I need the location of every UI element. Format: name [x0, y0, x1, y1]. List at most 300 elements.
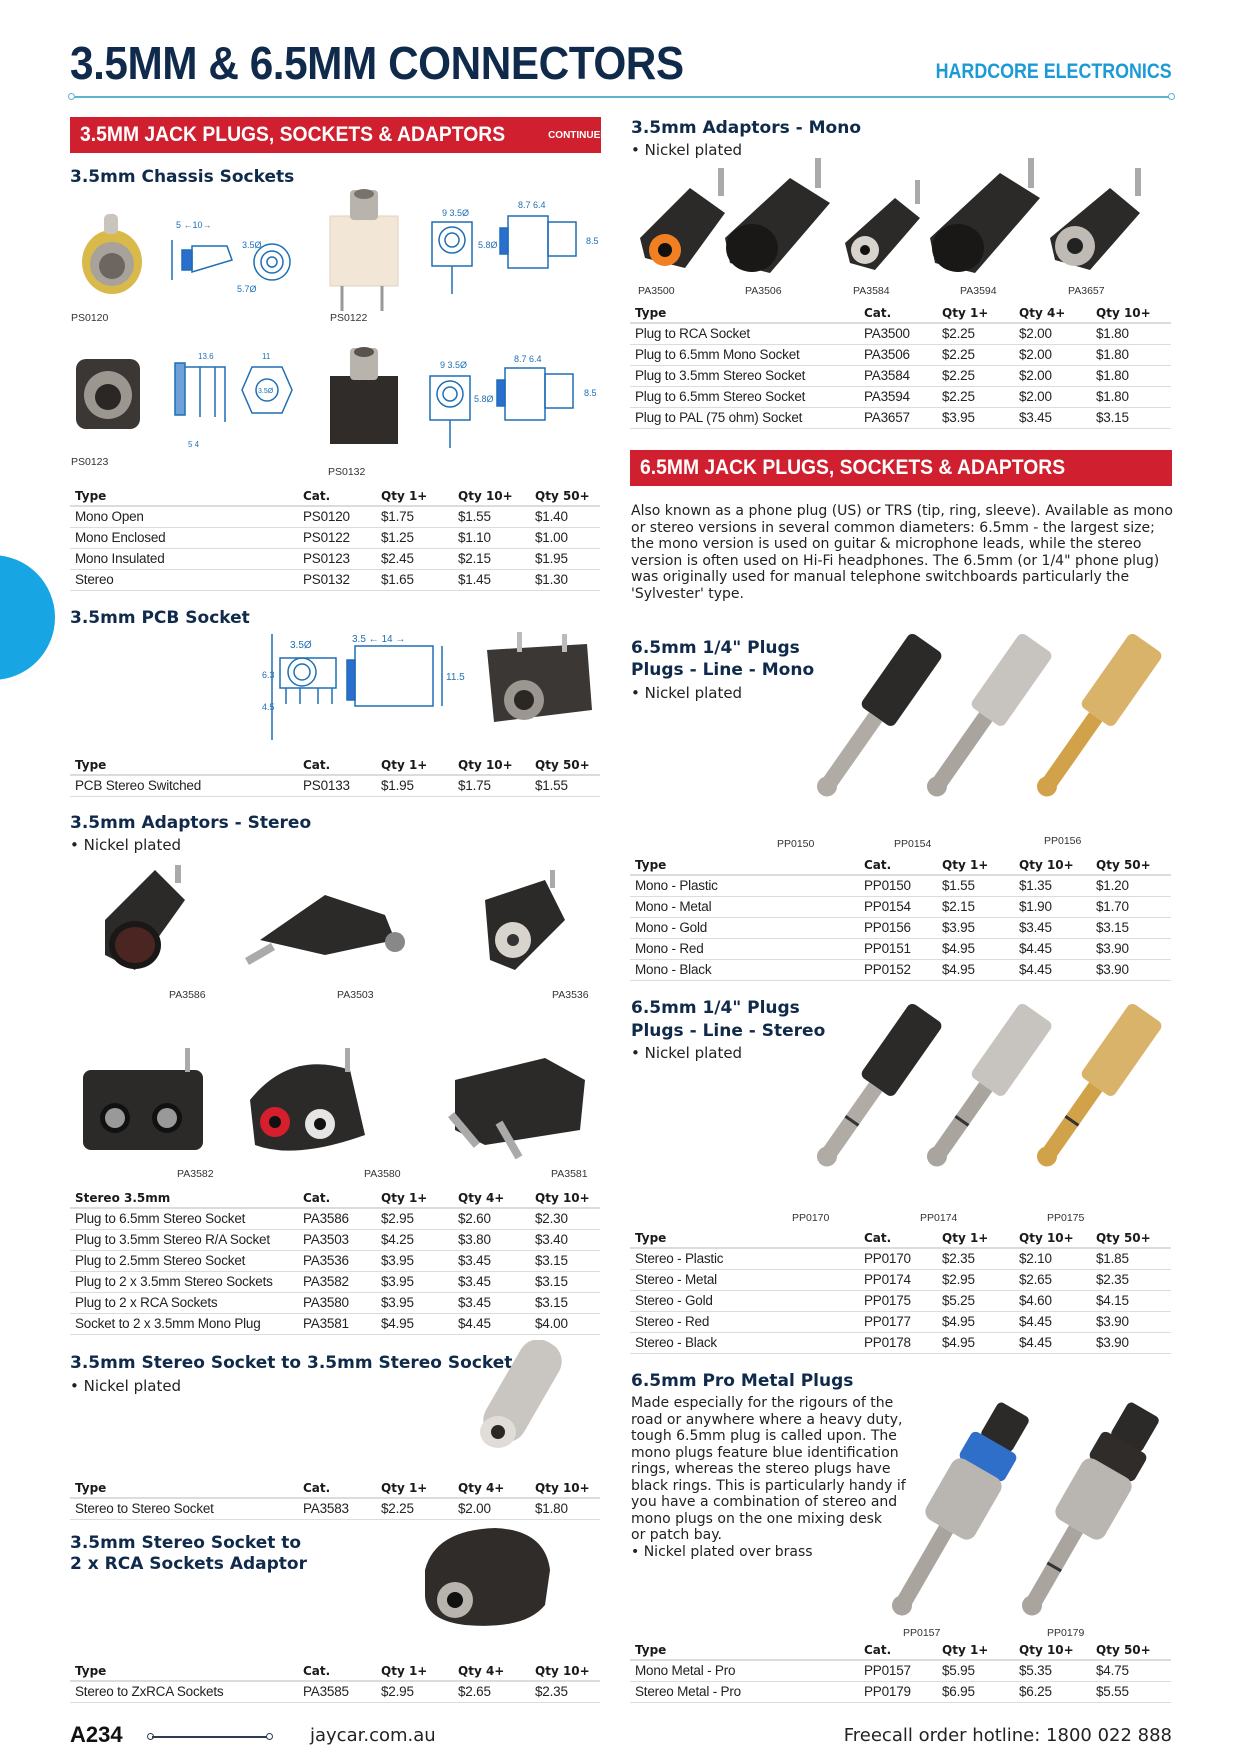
cell-price: $1.85: [1091, 1248, 1171, 1269]
cell-price: $4.45: [1014, 1332, 1091, 1353]
mono-adaptors-image: [630, 158, 1175, 278]
cell-price: $1.45: [453, 569, 530, 590]
cell-price: $1.10: [453, 527, 530, 548]
col-qty2: Qty 10+: [453, 755, 530, 775]
cell-price: $5.25: [937, 1290, 1014, 1311]
table-header-row: [630, 303, 1171, 323]
table-row: [630, 938, 1171, 959]
cell-price: $2.15: [937, 896, 1014, 917]
col-qty2: Qty 10+: [1014, 1640, 1091, 1660]
ps0120-product-image: [72, 210, 292, 300]
svg-text:9 3.5Ø: 9 3.5Ø: [440, 360, 468, 370]
cell-price: $6.95: [937, 1681, 1014, 1702]
header-rule: [72, 96, 1172, 98]
cell-price: $2.95: [376, 1208, 453, 1229]
col-type: Type: [630, 303, 859, 323]
pcb-socket-table: [70, 755, 600, 797]
cell-price: $4.45: [1014, 959, 1091, 980]
table-row: [70, 1681, 600, 1702]
cell-price: $4.45: [1014, 938, 1091, 959]
cell-price: $1.00: [530, 527, 600, 548]
table-row: [70, 527, 600, 548]
table-row: [630, 1332, 1171, 1353]
cell-price: $2.00: [1014, 365, 1091, 386]
stereo-adaptors-row1-image: [95, 860, 595, 995]
table-header-row: [630, 1228, 1171, 1248]
table-row: [630, 407, 1171, 428]
cell-price: $1.30: [530, 569, 600, 590]
cell-type: Mono Metal - Pro: [630, 1660, 859, 1681]
pro-plugs-description: [631, 1395, 911, 1560]
col-qty2: Qty 4+: [1014, 303, 1091, 323]
cell-cat: PA3506: [859, 344, 937, 365]
cell-price: $1.80: [1091, 386, 1171, 407]
bullet-nickel-brass: • Nickel plated over brass: [631, 1543, 813, 1560]
cell-cat: PP0174: [859, 1269, 937, 1290]
col-type: Type: [70, 1661, 298, 1681]
stereo-plugs-image: [780, 995, 1180, 1205]
cell-price: $3.45: [453, 1271, 530, 1292]
cell-price: $1.20: [1091, 875, 1171, 896]
cell-type: Plug to 6.5mm Mono Socket: [630, 344, 859, 365]
cell-cat: PP0156: [859, 917, 937, 938]
cell-price: $1.40: [530, 506, 600, 527]
cell-cat: PP0150: [859, 875, 937, 896]
cell-type: Stereo - Gold: [630, 1290, 859, 1311]
pa3583-product-image: [470, 1340, 580, 1455]
cell-type: Stereo Metal - Pro: [630, 1681, 859, 1702]
heading-socket-to-rca-line1: 3.5mm Stereo Socket to: [70, 1533, 302, 1553]
cell-price: $1.35: [1014, 875, 1091, 896]
image-code: PA3582: [177, 1168, 214, 1180]
table-row: [70, 548, 600, 569]
cell-price: $3.45: [1014, 917, 1091, 938]
cell-price: $3.95: [937, 407, 1014, 428]
cell-cat: PS0123: [298, 548, 376, 569]
cell-type: Stereo to Stereo Socket: [70, 1498, 298, 1519]
image-code: PA3657: [1068, 285, 1105, 297]
image-code: PS0120: [71, 312, 109, 324]
col-qty1: Qty 1+: [937, 855, 1014, 875]
cell-cat: PA3584: [859, 365, 937, 386]
socket-to-rca-table: [70, 1661, 600, 1703]
col-qty1: Qty 1+: [937, 303, 1014, 323]
table-header-row: [70, 486, 600, 506]
cell-price: $2.65: [453, 1681, 530, 1702]
cell-price: $1.80: [530, 1498, 600, 1519]
cell-type: Socket to 2 x 3.5mm Mono Plug: [70, 1313, 298, 1334]
image-code: PS0123: [71, 456, 109, 468]
cell-price: $1.75: [453, 775, 530, 796]
col-qty1: Qty 1+: [937, 1228, 1014, 1248]
cell-price: $3.40: [530, 1229, 600, 1250]
cell-price: $5.95: [937, 1660, 1014, 1681]
svg-text:8.7 6.4: 8.7 6.4: [518, 200, 546, 210]
cell-price: $1.25: [376, 527, 453, 548]
footer-rule-dot: [266, 1733, 273, 1740]
cell-price: $2.25: [937, 323, 1014, 344]
rule-end-dot: [1168, 93, 1175, 100]
cell-cat: PS0133: [298, 775, 376, 796]
svg-text:5.8Ø: 5.8Ø: [478, 240, 498, 250]
ps0123-product-image: [70, 345, 320, 455]
table-header-row: [630, 855, 1171, 875]
ps0122-product-image: [322, 186, 612, 316]
cell-price: $3.15: [1091, 407, 1171, 428]
cell-price: $3.80: [453, 1229, 530, 1250]
col-qty2: Qty 10+: [1014, 1228, 1091, 1248]
cell-price: $4.45: [1014, 1311, 1091, 1332]
cell-price: $1.55: [530, 775, 600, 796]
table-row: [70, 1229, 600, 1250]
table-row: [70, 1498, 600, 1519]
cell-price: $2.00: [1014, 323, 1091, 344]
heading-adaptors-stereo: 3.5mm Adaptors - Stereo: [70, 813, 312, 833]
image-code: PP0174: [920, 1212, 958, 1224]
col-qty2: Qty 10+: [1014, 855, 1091, 875]
page-title: 3.5MM & 6.5MM CONNECTORS: [70, 37, 684, 89]
svg-text:8.5: 8.5: [584, 388, 597, 398]
cell-price: $1.95: [530, 548, 600, 569]
description-line: Made especially for the rigours of the: [631, 1395, 894, 1411]
cell-price: $3.15: [1091, 917, 1171, 938]
section-bar-65mm: [630, 450, 1172, 486]
table-row: [630, 1660, 1171, 1681]
intro-paragraph: Also known as a phone plug (US) or TRS (tip, ring, sleeve). Available as mono or stereo versions in several common diameters: 6.5mm - the largest size; the mono version is used on guitar & microphone leads, while the stereo version is often used on Hi-Fi headphones. The 6.5mm (or 1/4" phone plug) was originally used for manual telephone switchboards particularly the 'Sylvester' type.: [631, 503, 1173, 602]
col-type: Type: [70, 486, 298, 506]
cell-type: Mono Open: [70, 506, 298, 527]
cell-price: $2.35: [1091, 1269, 1171, 1290]
mono-plugs-image: [780, 625, 1180, 835]
description-line: mono plugs on the one mixing desk: [631, 1510, 883, 1527]
cell-type: Stereo to ZxRCA Sockets: [70, 1681, 298, 1702]
image-code: PA3500: [638, 285, 675, 297]
image-code: PA3584: [853, 285, 890, 297]
cell-price: $1.75: [376, 506, 453, 527]
cell-price: $4.75: [1091, 1660, 1171, 1681]
cell-price: $3.90: [1091, 1332, 1171, 1353]
heading-pcb-socket: 3.5mm PCB Socket: [70, 608, 250, 628]
table-header-row: [70, 755, 600, 775]
table-row: [70, 1250, 600, 1271]
cell-price: $1.80: [1091, 323, 1171, 344]
table-row: [70, 1313, 600, 1334]
ps0132-product-image: [322, 340, 612, 460]
image-code: PA3594: [960, 285, 997, 297]
col-qty3: Qty 10+: [530, 1188, 600, 1208]
image-code: PA3536: [552, 989, 589, 1001]
cell-price: $2.95: [937, 1269, 1014, 1290]
cell-price: $2.25: [937, 386, 1014, 407]
svg-text:5 ←10→: 5 ←10→: [176, 220, 212, 230]
col-qty1: Qty 1+: [376, 755, 453, 775]
table-row: [70, 1208, 600, 1229]
col-qty1: Qty 1+: [376, 1188, 453, 1208]
cell-cat: PA3536: [298, 1250, 376, 1271]
cell-price: $6.25: [1014, 1681, 1091, 1702]
cell-price: $3.95: [376, 1292, 453, 1313]
section-title: 3.5MM JACK PLUGS, SOCKETS & ADAPTORS: [80, 123, 506, 146]
cell-price: $1.55: [937, 875, 1014, 896]
rule-end-dot: [68, 93, 75, 100]
col-qty3: Qty 50+: [1091, 1228, 1171, 1248]
table-row: [630, 1290, 1171, 1311]
cell-type: Plug to PAL (75 ohm) Socket: [630, 407, 859, 428]
col-qty3: Qty 10+: [530, 1478, 600, 1498]
heading-socket-to-rca-line2: 2 x RCA Sockets Adaptor: [70, 1554, 307, 1574]
col-cat: Cat.: [298, 486, 376, 506]
cell-price: $1.95: [376, 775, 453, 796]
description-line: rings, whereas the stereo plugs have: [631, 1461, 891, 1477]
table-row: [630, 896, 1171, 917]
cell-cat: PA3586: [298, 1208, 376, 1229]
cell-cat: PP0157: [859, 1660, 937, 1681]
cell-type: Plug to 3.5mm Stereo R/A Socket: [70, 1229, 298, 1250]
col-qty1: Qty 1+: [376, 1661, 453, 1681]
col-cat: Cat.: [298, 755, 376, 775]
cell-cat: PS0120: [298, 506, 376, 527]
cell-price: $3.45: [453, 1250, 530, 1271]
bullet-nickel: • Nickel plated: [70, 1377, 182, 1395]
svg-text:6.3: 6.3: [262, 670, 275, 680]
col-qty2: Qty 4+: [453, 1478, 530, 1498]
svg-text:11: 11: [262, 352, 271, 361]
col-qty2: Qty 4+: [453, 1188, 530, 1208]
heading-mono-plugs-line2: Plugs - Line - Mono: [631, 660, 815, 680]
cell-type: Plug to 2.5mm Stereo Socket: [70, 1250, 298, 1271]
cell-price: $3.95: [376, 1250, 453, 1271]
cell-price: $2.15: [453, 548, 530, 569]
description-line: tough 6.5mm plug is called upon. The: [631, 1428, 897, 1444]
cell-cat: PS0132: [298, 569, 376, 590]
svg-text:3.5Ø: 3.5Ø: [242, 240, 262, 250]
description-line: black rings. This is particularly handy if: [631, 1477, 906, 1494]
image-code: PA3586: [169, 989, 206, 1001]
cell-price: $3.95: [937, 917, 1014, 938]
cell-type: Mono - Gold: [630, 917, 859, 938]
cell-type: Plug to 6.5mm Stereo Socket: [70, 1208, 298, 1229]
cell-price: $2.00: [1014, 344, 1091, 365]
col-type: Type: [70, 755, 298, 775]
cell-price: $1.80: [1091, 365, 1171, 386]
chassis-sockets-table: [70, 486, 600, 591]
cell-cat: PP0154: [859, 896, 937, 917]
table-row: [630, 1248, 1171, 1269]
table-row: [70, 775, 600, 796]
table-header-row: [70, 1661, 600, 1681]
image-code: PA3580: [364, 1168, 401, 1180]
cell-cat: PA3581: [298, 1313, 376, 1334]
col-qty1: Qty 1+: [376, 486, 453, 506]
image-code: PA3503: [337, 989, 374, 1001]
svg-text:4.5: 4.5: [262, 702, 275, 712]
cell-type: PCB Stereo Switched: [70, 775, 298, 796]
cell-price: $2.35: [937, 1248, 1014, 1269]
col-cat: Cat.: [298, 1478, 376, 1498]
cell-cat: PP0177: [859, 1311, 937, 1332]
ps0133-product-image: [262, 630, 597, 745]
socket-to-socket-table: [70, 1478, 600, 1520]
cell-price: $2.10: [1014, 1248, 1091, 1269]
cell-type: Stereo - Black: [630, 1332, 859, 1353]
description-line: road or anywhere where a heavy duty,: [631, 1411, 903, 1428]
svg-text:3.5Ø: 3.5Ø: [290, 640, 312, 651]
svg-text:3.5 ← 14 →: 3.5 ← 14 →: [352, 634, 406, 645]
footer-rule: [152, 1736, 270, 1738]
website-link[interactable]: jaycar.com.au: [310, 1725, 436, 1746]
cell-price: $2.45: [376, 548, 453, 569]
stereo-plugs-table: [630, 1228, 1171, 1354]
col-cat: Cat.: [859, 1640, 937, 1660]
cell-cat: PA3580: [298, 1292, 376, 1313]
col-qty3: Qty 50+: [1091, 1640, 1171, 1660]
table-row: [630, 1681, 1171, 1702]
col-type: Type: [630, 1640, 859, 1660]
col-qty1: Qty 1+: [937, 1640, 1014, 1660]
cell-price: $2.00: [1014, 386, 1091, 407]
mono-plugs-table: [630, 855, 1171, 981]
heading-mono-plugs-line1: 6.5mm 1/4" Plugs: [631, 638, 800, 658]
cell-price: $1.80: [1091, 344, 1171, 365]
hotline-text: Freecall order hotline: 1800 022 888: [843, 1725, 1172, 1746]
svg-text:13.6: 13.6: [198, 352, 214, 361]
cell-price: $3.45: [1014, 407, 1091, 428]
col-qty2: Qty 4+: [453, 1661, 530, 1681]
cell-type: Plug to 3.5mm Stereo Socket: [630, 365, 859, 386]
table-header-row: [70, 1188, 600, 1208]
section-title: 6.5MM JACK PLUGS, SOCKETS & ADAPTORS: [640, 456, 1066, 479]
cell-price: $4.95: [937, 1311, 1014, 1332]
bullet-nickel: • Nickel plated: [631, 684, 743, 702]
heading-stereo-plugs-line1: 6.5mm 1/4" Plugs: [631, 998, 800, 1018]
table-row: [70, 1292, 600, 1313]
pro-plugs-table: [630, 1640, 1171, 1703]
cell-price: $4.60: [1014, 1290, 1091, 1311]
svg-text:8.7 6.4: 8.7 6.4: [514, 354, 542, 364]
cell-cat: PA3657: [859, 407, 937, 428]
image-code: PA3581: [551, 1168, 588, 1180]
cell-type: Mono - Plastic: [630, 875, 859, 896]
col-type: Type: [70, 1478, 298, 1498]
cell-price: $4.95: [937, 1332, 1014, 1353]
brand-label: HARDCORE ELECTRONICS: [935, 60, 1172, 83]
col-qty1: Qty 1+: [376, 1478, 453, 1498]
image-code: PS0122: [330, 312, 368, 324]
cell-type: Mono - Black: [630, 959, 859, 980]
page-number: A234: [70, 1722, 123, 1747]
col-cat: Cat.: [859, 855, 937, 875]
cell-price: $3.45: [453, 1292, 530, 1313]
cell-cat: PP0179: [859, 1681, 937, 1702]
cell-price: $2.35: [530, 1681, 600, 1702]
cell-cat: PA3582: [298, 1271, 376, 1292]
cell-price: $2.65: [1014, 1269, 1091, 1290]
cell-cat: PP0152: [859, 959, 937, 980]
cell-price: $4.95: [937, 938, 1014, 959]
cell-price: $2.25: [376, 1498, 453, 1519]
image-code: PA3506: [745, 285, 782, 297]
svg-text:11.5: 11.5: [446, 672, 465, 683]
cell-type: Plug to 2 x 3.5mm Stereo Sockets: [70, 1271, 298, 1292]
svg-text:5.8Ø: 5.8Ø: [474, 394, 494, 404]
bullet-nickel: • Nickel plated: [631, 1044, 743, 1062]
svg-text:3.5Ø: 3.5Ø: [258, 388, 274, 395]
table-row: [630, 323, 1171, 344]
cell-price: $4.00: [530, 1313, 600, 1334]
col-qty3: Qty 10+: [1091, 303, 1171, 323]
col-type: Type: [630, 855, 859, 875]
table-row: [70, 1271, 600, 1292]
cell-price: $2.25: [937, 365, 1014, 386]
table-row: [630, 917, 1171, 938]
cell-type: Plug to RCA Socket: [630, 323, 859, 344]
cell-cat: PP0175: [859, 1290, 937, 1311]
description-line: or patch bay.: [631, 1527, 722, 1543]
image-code: PP0154: [894, 838, 932, 850]
cell-price: $4.15: [1091, 1290, 1171, 1311]
col-qty3: Qty 50+: [530, 755, 600, 775]
cell-price: $3.15: [530, 1250, 600, 1271]
image-code: PP0179: [1047, 1627, 1085, 1639]
col-qty2: Qty 10+: [453, 486, 530, 506]
cell-price: $3.15: [530, 1292, 600, 1313]
table-row: [630, 1269, 1171, 1290]
cell-price: $1.70: [1091, 896, 1171, 917]
cell-type: Mono Enclosed: [70, 527, 298, 548]
cell-cat: PA3594: [859, 386, 937, 407]
col-cat: Cat.: [298, 1188, 376, 1208]
table-row: [70, 506, 600, 527]
cell-type: Plug to 6.5mm Stereo Socket: [630, 386, 859, 407]
table-row: [630, 959, 1171, 980]
section-bar-35mm: [70, 117, 608, 153]
cell-type: Mono - Metal: [630, 896, 859, 917]
table-row: [70, 569, 600, 590]
cell-price: $5.35: [1014, 1660, 1091, 1681]
image-code: PP0150: [777, 838, 815, 850]
bullet-nickel: • Nickel plated: [70, 836, 182, 854]
cell-cat: PP0151: [859, 938, 937, 959]
cell-type: Plug to 2 x RCA Sockets: [70, 1292, 298, 1313]
cell-type: Stereo - Plastic: [630, 1248, 859, 1269]
cell-price: $1.55: [453, 506, 530, 527]
col-qty3: Qty 50+: [530, 486, 600, 506]
table-header-row: [70, 1478, 600, 1498]
cell-type: Stereo: [70, 569, 298, 590]
col-qty3: Qty 10+: [530, 1661, 600, 1681]
svg-text:5.7Ø: 5.7Ø: [237, 284, 257, 294]
section-tab-marker: [0, 555, 55, 680]
cell-price: $4.95: [376, 1313, 453, 1334]
cell-price: $2.60: [453, 1208, 530, 1229]
svg-text:9 3.5Ø: 9 3.5Ø: [442, 208, 470, 218]
cell-price: $3.90: [1091, 1311, 1171, 1332]
heading-pro-metal-plugs: 6.5mm Pro Metal Plugs: [631, 1371, 854, 1391]
cell-type: Mono - Red: [630, 938, 859, 959]
cell-cat: PS0122: [298, 527, 376, 548]
col-type: Stereo 3.5mm: [70, 1188, 298, 1208]
table-row: [630, 344, 1171, 365]
cell-price: $4.45: [453, 1313, 530, 1334]
col-cat: Cat.: [859, 303, 937, 323]
image-code: PP0175: [1047, 1212, 1085, 1224]
table-row: [630, 365, 1171, 386]
image-code: PP0156: [1044, 835, 1082, 847]
cell-price: $4.95: [937, 959, 1014, 980]
heading-chassis-sockets: 3.5mm Chassis Sockets: [70, 167, 295, 187]
pro-plugs-image: [870, 1395, 1180, 1635]
col-cat: Cat.: [298, 1661, 376, 1681]
